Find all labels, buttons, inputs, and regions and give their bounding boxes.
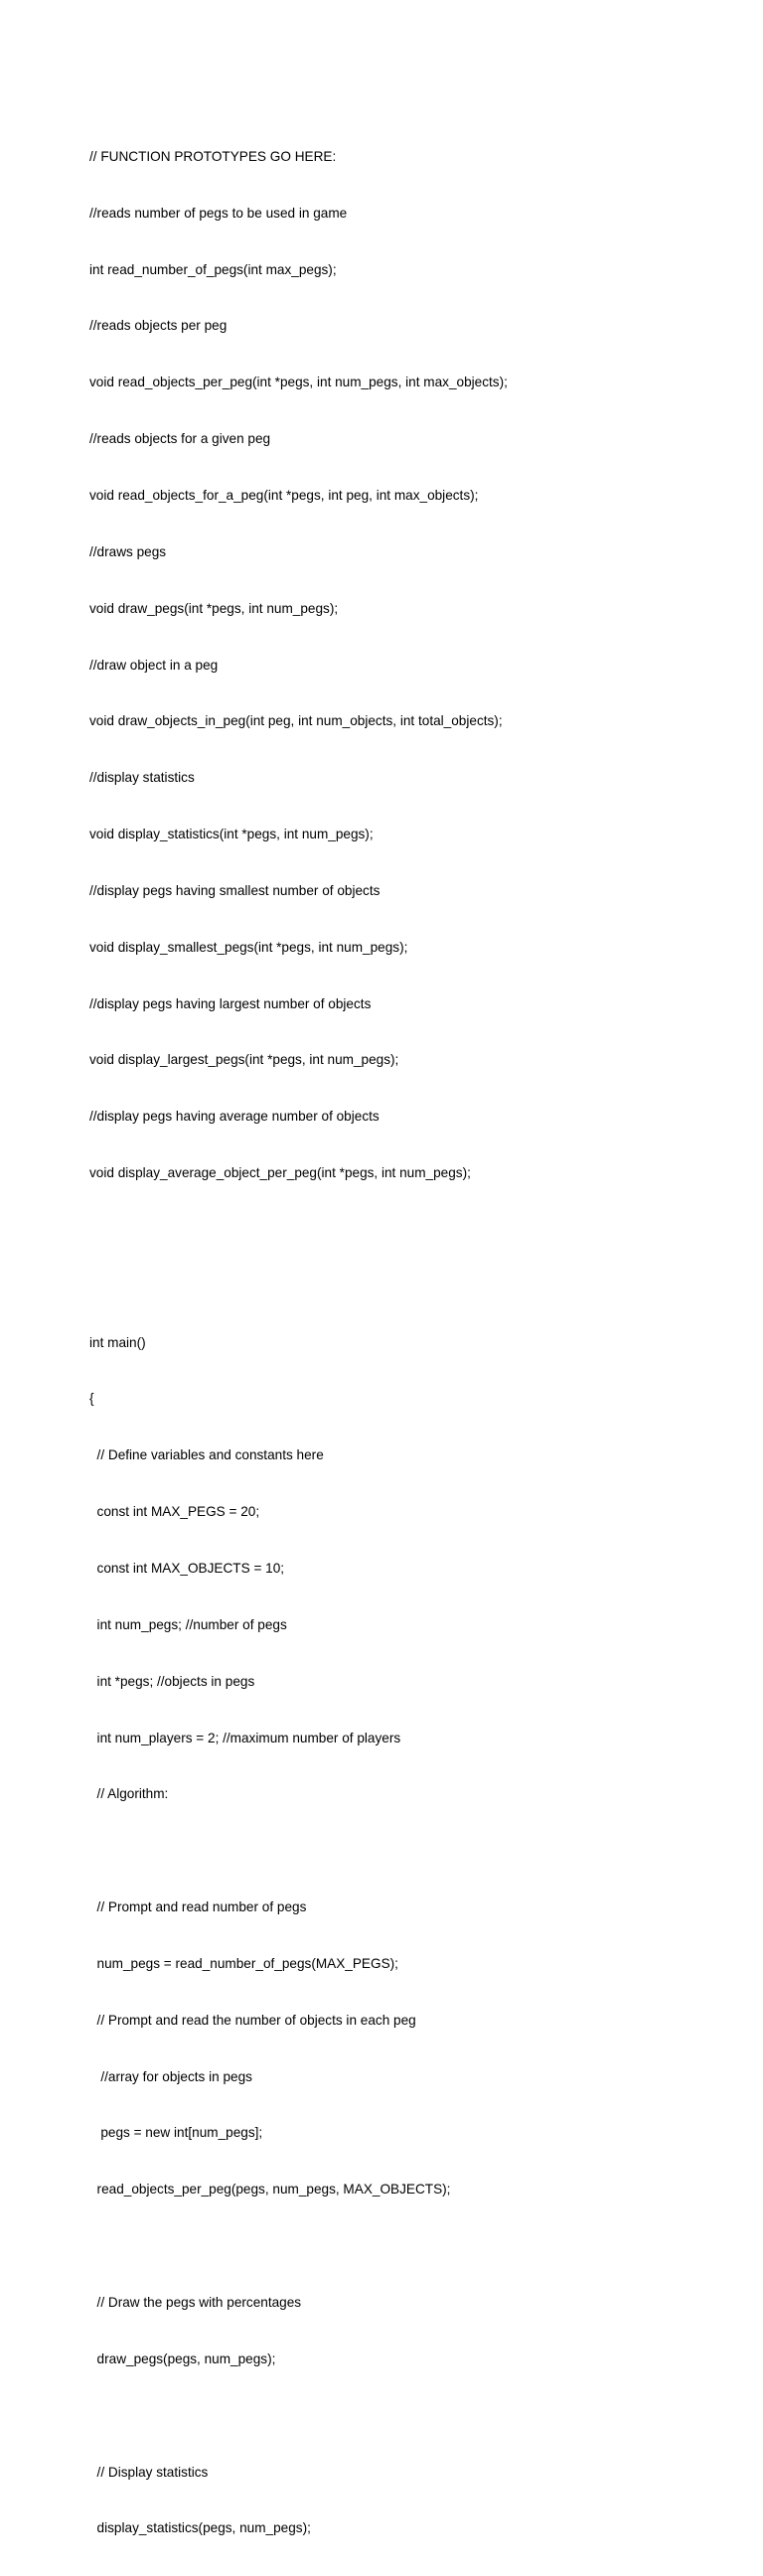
code-line: // Display statistics xyxy=(89,2464,209,2480)
code-line: //display pegs having average number of objects xyxy=(89,1109,380,1125)
code-line: void display_statistics(int *pegs, int num_pegs); xyxy=(89,827,374,842)
code-line: void display_average_object_per_peg(int *pegs, int num_pegs); xyxy=(89,1165,471,1181)
code-line: //reads number of pegs to be used in game xyxy=(89,205,348,221)
code-line: display_statistics(pegs, num_pegs); xyxy=(89,2520,311,2536)
code-line: // Prompt and read the number of objects in each peg xyxy=(89,2012,416,2028)
code-line: int num_players = 2; //maximum number of players xyxy=(89,1730,401,1745)
code-line: pegs = new int[num_pegs]; xyxy=(89,2125,263,2141)
code-listing xyxy=(89,110,745,2576)
code-line: // Prompt and read number of pegs xyxy=(89,1899,307,1915)
code-line: // FUNCTION PROTOTYPES GO HERE: xyxy=(89,148,337,164)
code-line: const int MAX_OBJECTS = 10; xyxy=(89,1561,285,1576)
blank-line xyxy=(89,1842,745,1861)
code-line: void draw_objects_in_peg(int peg, int num_objects, int total_objects); xyxy=(89,713,503,729)
code-line: int *pegs; //objects in pegs xyxy=(89,1673,255,1689)
blank-line xyxy=(89,2407,745,2426)
code-line: // Define variables and constants here xyxy=(89,1447,324,1463)
code-line: { xyxy=(89,1391,94,1407)
code-line: //reads objects per peg xyxy=(89,318,228,334)
blank-line xyxy=(89,1278,745,1296)
code-line: void read_objects_for_a_peg(int *pegs, int peg, int max_objects); xyxy=(89,487,479,503)
code-line: //display statistics xyxy=(89,770,195,786)
code-line: //reads objects for a given peg xyxy=(89,431,271,447)
code-line: // Algorithm: xyxy=(89,1786,169,1802)
code-line: int read_number_of_pegs(int max_pegs); xyxy=(89,261,337,277)
code-line: //draws pegs xyxy=(89,543,167,559)
code-line: //display pegs having smallest number of objects xyxy=(89,882,381,898)
code-line: num_pegs = read_number_of_pegs(MAX_PEGS); xyxy=(89,1955,398,1971)
code-line: void draw_pegs(int *pegs, int num_pegs); xyxy=(89,600,339,616)
code-line: const int MAX_PEGS = 20; xyxy=(89,1504,260,1520)
code-line: void display_smallest_pegs(int *pegs, int num_pegs); xyxy=(89,939,408,955)
blank-line xyxy=(89,1221,745,1240)
code-line: // Draw the pegs with percentages xyxy=(89,2294,302,2310)
code-line: //array for objects in pegs xyxy=(89,2068,252,2084)
code-line: void read_objects_per_peg(int *pegs, int num_pegs, int max_objects); xyxy=(89,375,508,390)
code-line: //draw object in a peg xyxy=(89,657,219,673)
code-line: //display pegs having largest number of objects xyxy=(89,995,372,1011)
code-line: int num_pegs; //number of pegs xyxy=(89,1616,287,1632)
code-line: int main() xyxy=(89,1334,146,1350)
blank-line xyxy=(89,2237,745,2256)
code-line: read_objects_per_peg(pegs, num_pegs, MAX_OBJECTS); xyxy=(89,2182,451,2197)
code-line: void display_largest_pegs(int *pegs, int num_pegs); xyxy=(89,1052,399,1068)
code-line: draw_pegs(pegs, num_pegs); xyxy=(89,2350,276,2366)
